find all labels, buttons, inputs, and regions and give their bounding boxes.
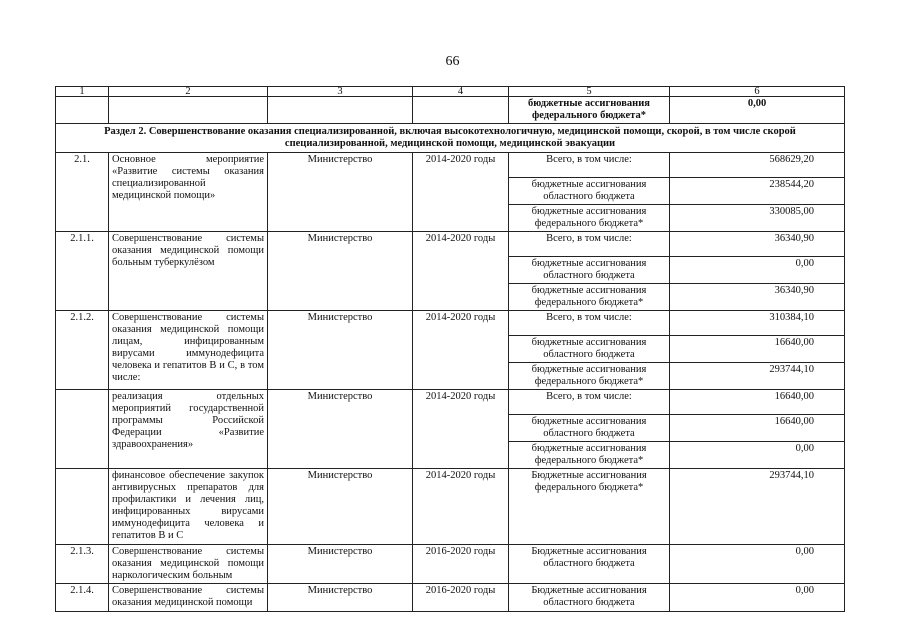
row-number: 2.1.2. bbox=[56, 311, 109, 390]
funding-value: 0,00 bbox=[670, 442, 845, 469]
funding-source: бюджетные ассигнования областного бюджета bbox=[509, 336, 670, 363]
funding-source: бюджетные ассигнования областного бюджета bbox=[509, 257, 670, 284]
period: 2014-2020 годы bbox=[413, 153, 509, 232]
funding-source: бюджетные ассигнования областного бюджета bbox=[509, 178, 670, 205]
executor: Министерство bbox=[268, 232, 413, 311]
row-number: 2.1.4. bbox=[56, 584, 109, 612]
funding-source: бюджетные ассигнования федерального бюджета* bbox=[509, 284, 670, 311]
col-3-header: 3 bbox=[268, 87, 413, 97]
activity-name: Совершенствование системы оказания медицинской помощи bbox=[109, 584, 268, 612]
period: 2016-2020 годы bbox=[413, 545, 509, 584]
funding-value: 0,00 bbox=[670, 97, 845, 124]
funding-source: бюджетные ассигнования федерального бюджета* bbox=[509, 205, 670, 232]
col-5-header: 5 bbox=[509, 87, 670, 97]
funding-value: 238544,20 bbox=[670, 178, 845, 205]
col-1-header: 1 bbox=[56, 87, 109, 97]
funding-source: бюджетные ассигнования областного бюджета bbox=[509, 415, 670, 442]
section-row bbox=[56, 124, 845, 153]
funding-value: 36340,90 bbox=[670, 232, 845, 257]
funding-source: бюджетные ассигнования федерального бюджета* bbox=[509, 97, 670, 124]
section-title: Раздел 2. Совершенствование оказания специализированной, включая высокотехнологичную, медицинской помощи, скорой, в том числе скорой специализированной, медицинской помощи, медицинской эвакуации bbox=[56, 124, 845, 153]
funding-source: Всего, в том числе: bbox=[509, 390, 670, 415]
funding-value: 16640,00 bbox=[670, 390, 845, 415]
period: 2014-2020 годы bbox=[413, 232, 509, 311]
funding-value: 330085,00 bbox=[670, 205, 845, 232]
table-row bbox=[56, 584, 845, 612]
program-table bbox=[55, 86, 845, 612]
funding-source: бюджетные ассигнования федерального бюджета* bbox=[509, 363, 670, 390]
funding-source: Всего, в том числе: bbox=[509, 232, 670, 257]
period: 2014-2020 годы bbox=[413, 390, 509, 469]
activity-name: Совершенствование системы оказания медицинской помощи больным туберкулёзом bbox=[109, 232, 268, 311]
executor: Министерство bbox=[268, 311, 413, 390]
table-row bbox=[56, 153, 845, 178]
executor: Министерство bbox=[268, 153, 413, 232]
period: 2014-2020 годы bbox=[413, 311, 509, 390]
executor: Министерство bbox=[268, 584, 413, 612]
col-6-header: 6 bbox=[670, 87, 845, 97]
table-row bbox=[56, 545, 845, 584]
activity-name: Совершенствование системы оказания медицинской помощи лицам, инфицированным вирусами иммунодефицита человека и гепатитов В и С, в том числе: bbox=[109, 311, 268, 390]
funding-source: Бюджетные ассигнования федерального бюджета* bbox=[509, 469, 670, 545]
col-2-header: 2 bbox=[109, 87, 268, 97]
table-row bbox=[56, 232, 845, 257]
funding-value: 16640,00 bbox=[670, 415, 845, 442]
activity-name: реализация отдельных мероприятий государственной программы Российской Федерации «Развитие здравоохранения» bbox=[109, 390, 268, 469]
executor: Министерство bbox=[268, 545, 413, 584]
funding-value: 310384,10 bbox=[670, 311, 845, 336]
col-4-header: 4 bbox=[413, 87, 509, 97]
executor: Министерство bbox=[268, 390, 413, 469]
activity-name: Основное мероприятие «Развитие системы оказания специализированной медицинской помощи» bbox=[109, 153, 268, 232]
column-number-row bbox=[56, 87, 845, 97]
funding-value: 16640,00 bbox=[670, 336, 845, 363]
row-number: 2.1. bbox=[56, 153, 109, 232]
table-row bbox=[56, 390, 845, 415]
activity-name: финансовое обеспечение закупок антивирусных препаратов для профилактики и лечения лиц, инфицированных вирусами иммунодефицита человека и гепатитов В и С bbox=[109, 469, 268, 545]
period: 2014-2020 годы bbox=[413, 469, 509, 545]
executor: Министерство bbox=[268, 469, 413, 545]
funding-source: Всего, в том числе: bbox=[509, 153, 670, 178]
table-row bbox=[56, 311, 845, 336]
row-number: 2.1.1. bbox=[56, 232, 109, 311]
funding-source: бюджетные ассигнования федерального бюджета* bbox=[509, 442, 670, 469]
funding-value: 568629,20 bbox=[670, 153, 845, 178]
funding-value: 36340,90 bbox=[670, 284, 845, 311]
funding-source: Бюджетные ассигнования областного бюджета bbox=[509, 545, 670, 584]
table-row bbox=[56, 469, 845, 545]
activity-name: Совершенствование системы оказания медицинской помощи наркологическим больным bbox=[109, 545, 268, 584]
funding-value: 0,00 bbox=[670, 545, 845, 584]
funding-value: 293744,10 bbox=[670, 469, 845, 545]
period: 2016-2020 годы bbox=[413, 584, 509, 612]
funding-value: 0,00 bbox=[670, 257, 845, 284]
page-number: 66 bbox=[445, 54, 460, 69]
funding-value: 293744,10 bbox=[670, 363, 845, 390]
row-number: 2.1.3. bbox=[56, 545, 109, 584]
funding-source: Бюджетные ассигнования областного бюджета bbox=[509, 584, 670, 612]
table-row bbox=[56, 97, 845, 124]
funding-value: 0,00 bbox=[670, 584, 845, 612]
funding-source: Всего, в том числе: bbox=[509, 311, 670, 336]
